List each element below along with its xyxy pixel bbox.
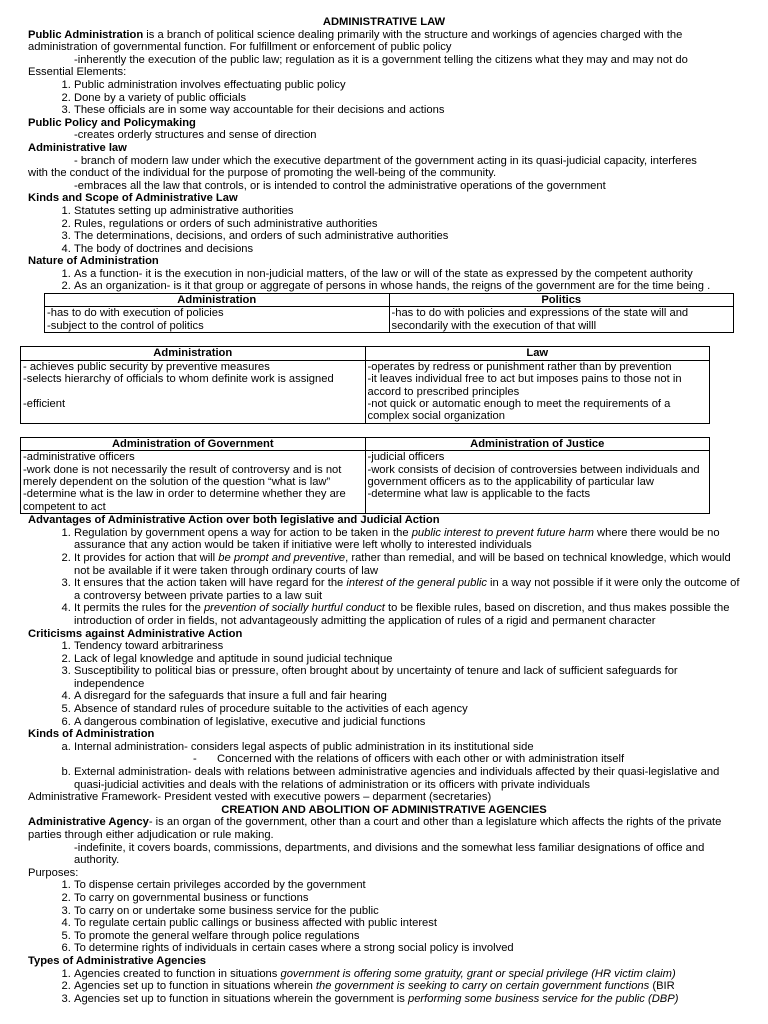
- admin-law-note-1: - branch of modern law under which the executive department of the government acting in its quasi-judicial capacity, interferes: [74, 154, 697, 167]
- criticisms-list: [28, 640, 740, 728]
- list-item: 1. Regulation by government opens a way for action to be taken in the public interest to prevent future harm where there would be no assurance that any action would be taken if initiative were left wholly to interested individuals: [74, 527, 740, 552]
- list-item: 4. It permits the rules for the prevention of socially hurtful conduct to be flexible rules, based on discretion, and thus makes possible the introduction of order in fields, not advantageously admitting the application of rules of a rigid and permanent character: [74, 602, 740, 627]
- list-item: 2. Agencies set up to function in situations wherein the government is seeking to carry on certain government functions (BIR: [74, 980, 740, 993]
- essential-elements-label: Essential Elements:: [28, 66, 127, 79]
- cell-line: -subject to the control of politics: [47, 319, 204, 332]
- advantages-heading: Advantages of Administrative Action over both legislative and Judicial Action: [28, 514, 440, 527]
- types-heading: Types of Administrative Agencies: [28, 954, 207, 967]
- purposes-list: [28, 879, 740, 955]
- table-header: Politics: [389, 294, 734, 307]
- page-title: ADMINISTRATIVE LAW: [322, 16, 446, 28]
- list-item: 1. Agencies created to function in situations government is offering some gratuity, grant or special privilege (HR victim claim): [74, 968, 740, 981]
- list-item: 3. Agencies set up to function in situations wherein the government is performing some business service for the public (DBP): [74, 993, 740, 1006]
- admin-law-note-2: -embraces all the law that controls, or is intended to control the administrative operations of the government: [74, 179, 606, 192]
- list-item: 1. Statutes setting up administrative authorities: [74, 205, 740, 218]
- cell-line: -not quick or automatic enough to meet the requirements of a complex social organization: [367, 397, 671, 423]
- table-header: Administration of Justice: [365, 437, 710, 450]
- kinds-admin-list-b: [28, 766, 740, 791]
- admin-law-heading: Administrative law: [28, 141, 127, 154]
- cell-line: -determine what law is applicable to the facts: [367, 488, 591, 501]
- list-item: 3. The determinations, decisions, and orders of such administrative authorities: [74, 230, 740, 243]
- kinds-scope-heading: Kinds and Scope of Administrative Law: [28, 192, 238, 205]
- nature-list: [28, 268, 740, 293]
- list-item: 4. To regulate certain public callings or business affected with public interest: [74, 917, 740, 930]
- admin-law-note-1-cont: with the conduct of the individual for the purpose of promoting the well-being of the community.: [28, 167, 497, 180]
- list-item: 5. To promote the general welfare through police regulations: [74, 930, 740, 943]
- cell-line: -administrative officers: [23, 451, 135, 464]
- table-header: Administration: [21, 347, 366, 360]
- table-cell: [365, 451, 710, 514]
- list-item: a. Internal administration- considers legal aspects of public administration in its institutional side: [74, 741, 740, 754]
- list-item: 1. To dispense certain privileges accorded by the government: [74, 879, 740, 892]
- creation-heading: CREATION AND ABOLITION OF ADMINISTRATIVE AGENCIES: [221, 803, 547, 816]
- kinds-admin-list: [28, 741, 740, 754]
- table-header: Law: [365, 347, 710, 360]
- kinds-scope-list: [28, 205, 740, 255]
- table-header: Administration of Government: [21, 437, 366, 450]
- list-item: 2. Done by a variety of public officials: [74, 92, 740, 105]
- cell-line: -work done is not necessarily the result of controversy and is not merely dependent on the solution of the question “what is law”: [23, 463, 342, 488]
- table-cell: [45, 307, 390, 333]
- cell-line: -work consists of decision of controversies between individuals and government officers as to the applicability of particular law: [367, 463, 700, 488]
- list-item: 1. As a function- it is the execution in non-judicial matters, of the law or will of the state as expressed by the competent authority: [74, 268, 740, 281]
- pa-definition: is a branch of political science dealing primarily with the structure and workings of agencies charged with the administration of governmental function. For fulfillment or enforcement of public policy: [28, 28, 683, 54]
- document-page: [23, 16, 740, 1005]
- pa-term: Public Administration: [28, 28, 144, 41]
- table-cell: [21, 360, 366, 423]
- cell-line: -has to do with execution of policies: [47, 307, 224, 320]
- list-item: 2. To carry on governmental business or functions: [74, 892, 740, 905]
- list-item: 2. Rules, regulations or orders of such administrative authorities: [74, 218, 740, 231]
- list-item: 4. The body of doctrines and decisions: [74, 243, 740, 256]
- cell-line: -operates by redress or punishment rather than by prevention: [367, 360, 672, 373]
- list-item: 3. Susceptibility to political bias or pressure, often brought about by uncertainty of tenure and lack of sufficient safeguards for independence: [74, 665, 740, 690]
- purposes-label: Purposes:: [28, 866, 79, 879]
- cell-line: -judicial officers: [367, 451, 445, 464]
- agency-definition: Administrative Agency- is an organ of the government, other than a court and other than a legislature which affects the rights of the private parties through either adjudication or rule making.: [28, 816, 722, 841]
- pa-paragraph: [28, 29, 740, 54]
- ppp-heading: Public Policy and Policymaking: [28, 116, 196, 129]
- cell-line: -determine what is the law in order to determine whether they are competent to act: [23, 488, 346, 513]
- advantages-list: [28, 527, 740, 628]
- list-item: 1. Tendency toward arbitrariness: [74, 640, 740, 653]
- table-cell: [365, 360, 710, 423]
- pa-note: -inherently the execution of the public law; regulation as it is a government telling the citizens what they may and may not do: [74, 53, 688, 66]
- list-item: 2. As an organization- is it that group or aggregate of persons in whose hands, the reigns of the government are for the time being .: [74, 280, 740, 293]
- table-cell: [21, 451, 366, 514]
- ppp-note: -creates orderly structures and sense of direction: [74, 129, 317, 142]
- list-item: 2. It provides for action that will be prompt and preventive, rather than remedial, and will be based on technical knowledge, which would not be available if it were taken through ordinary courts of law: [74, 552, 740, 577]
- list-item: 3. To carry on or undertake some business service for the public: [74, 905, 740, 918]
- admin-framework: Administrative Framework- President vested with executive powers – deparment (secretaries): [28, 791, 492, 804]
- table-header: Administration: [45, 294, 390, 307]
- admin-vs-politics-table: [44, 293, 734, 333]
- cell-line: - achieves public security by preventive measures: [23, 360, 270, 373]
- list-item: 4. A disregard for the safeguards that insure a full and fair hearing: [74, 690, 740, 703]
- list-item: 3. It ensures that the action taken will have regard for the interest of the general public in a way not possible if it were only the outcome of a controversy between private parties to a law suit: [74, 577, 740, 602]
- kinds-admin-heading: Kinds of Administration: [28, 728, 155, 741]
- cell-line: -it leaves individual free to act but imposes pains to those not in accord to prescribed principles: [367, 373, 682, 398]
- nature-heading: Nature of Administration: [28, 255, 159, 268]
- agency-note: -indefinite, it covers boards, commissions, departments, and divisions and the somewhat less familiar designations of office and authority.: [74, 841, 705, 867]
- table-cell: [389, 307, 734, 333]
- list-item: 5. Absence of standard rules of procedure suitable to the activities of each agency: [74, 703, 740, 716]
- list-item: b. External administration- deals with relations between administrative agencies and individuals affected by their quasi-legislative and quasi-judicial activities and deals with the relations of administration or its officers with private individuals: [74, 766, 740, 791]
- govt-vs-justice-table: [20, 437, 710, 514]
- list-item: 3. These officials are in some way accountable for their decisions and actions: [74, 104, 740, 117]
- kinds-admin-subitem: - Concerned with the relations of officers with each other or with administration itself: [193, 753, 625, 766]
- types-list: [28, 968, 740, 1006]
- list-item: 1. Public administration involves effectuating public policy: [74, 79, 740, 92]
- cell-line: -efficient: [23, 397, 66, 410]
- list-item: 6. A dangerous combination of legislative, executive and judicial functions: [74, 716, 740, 729]
- criticisms-heading: Criticisms against Administrative Action: [28, 627, 243, 640]
- cell-line: -selects hierarchy of officials to whom definite work is assigned: [23, 373, 334, 386]
- admin-vs-law-table: [20, 346, 710, 423]
- cell-line: -has to do with policies and expressions of the state will and secondarily with the execution of that willl: [391, 307, 689, 332]
- list-item: 6. To determine rights of individuals in certain cases where a strong social policy is involved: [74, 942, 740, 955]
- list-item: 2. Lack of legal knowledge and aptitude in sound judicial technique: [74, 653, 740, 666]
- essential-elements-list: [28, 79, 740, 117]
